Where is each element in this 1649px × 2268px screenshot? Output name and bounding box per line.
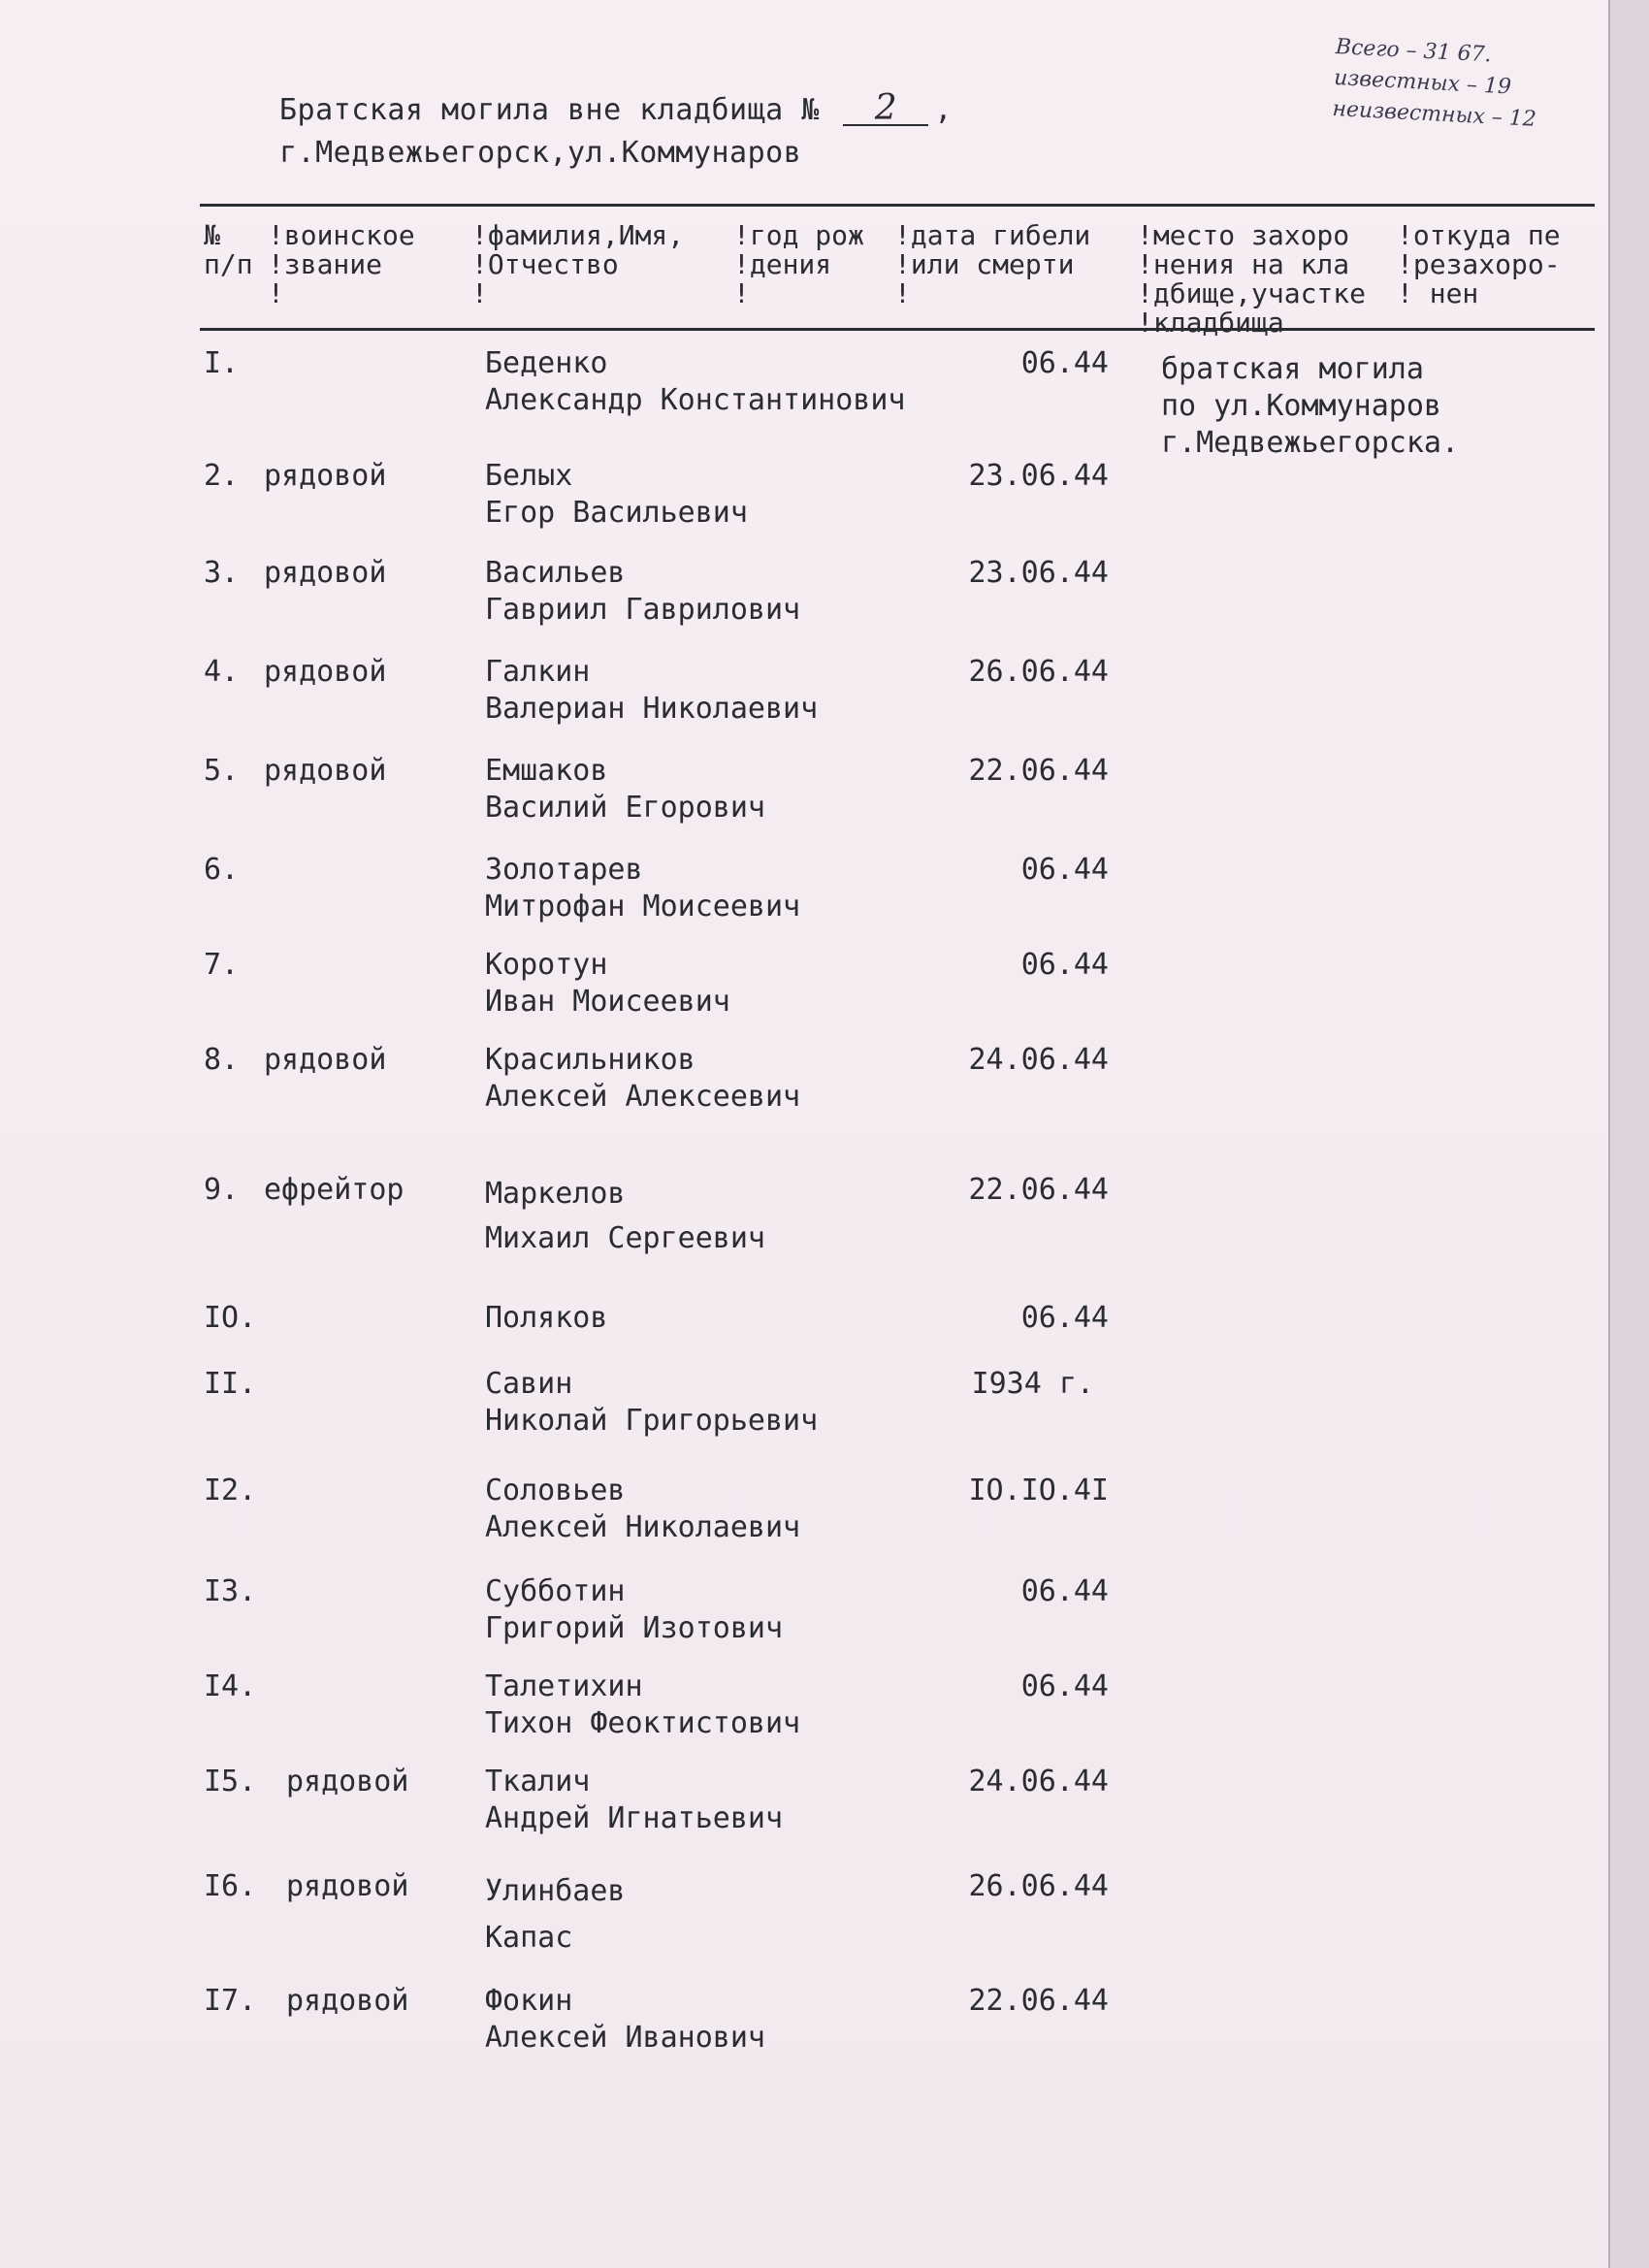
row-given-names: Григорий Изотович — [485, 1611, 784, 1645]
row-number: I2. — [204, 1474, 257, 1507]
title-address: г.Медвежьегорск,ул.Коммунаров — [279, 136, 802, 170]
table-row — [0, 1300, 1591, 1335]
table-row — [0, 1172, 1591, 1255]
table-row — [0, 1366, 1591, 1438]
header-number: № п/п — [204, 219, 253, 280]
document-title — [279, 89, 953, 175]
table-row — [0, 1042, 1591, 1114]
row-given-names: Иван Моисеевич — [485, 985, 730, 1019]
row-death-date: 06.44 — [1020, 948, 1109, 982]
table-row — [0, 1764, 1591, 1835]
row-number: IO. — [204, 1301, 257, 1335]
row-given-names: Алексей Алексеевич — [485, 1080, 801, 1114]
row-name — [485, 1669, 800, 1742]
row-rank: ефрейтор — [264, 1173, 404, 1207]
table-row — [0, 1473, 1591, 1544]
burial-place-text — [1161, 351, 1459, 462]
table-row — [0, 947, 1591, 1019]
row-number: 6. — [204, 853, 240, 887]
row-given-names: Валериан Николаевич — [485, 692, 819, 726]
row-name — [485, 1983, 765, 2057]
row-death-date: 22.06.44 — [968, 1173, 1109, 1207]
grave-number: 2 — [843, 93, 928, 126]
row-rank: рядовой — [264, 1043, 387, 1077]
row-name — [485, 654, 818, 728]
row-death-date: 22.06.44 — [968, 754, 1109, 788]
row-death-date: 26.06.44 — [968, 655, 1109, 689]
row-surname: Поляков — [485, 1301, 608, 1335]
row-name — [485, 852, 800, 925]
row-death-date: IO.IO.4I — [968, 1474, 1109, 1507]
row-death-date: 06.44 — [1020, 1301, 1109, 1335]
row-death-date: 26.06.44 — [968, 1869, 1109, 1903]
burial-place-line2: по ул.Коммунаров — [1161, 389, 1441, 423]
row-given-names: Николай Григорьевич — [485, 1404, 819, 1438]
row-name — [485, 1764, 783, 1837]
row-number: 3. — [204, 556, 240, 590]
row-name — [485, 1868, 626, 1961]
table-row — [0, 852, 1591, 923]
row-number: 5. — [204, 754, 240, 788]
row-name — [485, 1573, 783, 1647]
row-number: I6. — [204, 1869, 257, 1903]
row-surname: Васильев — [485, 556, 626, 590]
row-number: 8. — [204, 1043, 240, 1077]
row-given-names: Михаил Сергеевич — [485, 1221, 765, 1255]
title-prefix: Братская могила вне кладбища № — [279, 93, 820, 127]
row-surname: Емшаков — [485, 754, 608, 788]
header-burial-place: !место захоро !нения на кла !дбище,участке !кладбища — [1137, 219, 1367, 339]
row-number: I7. — [204, 1984, 257, 2018]
row-death-date: 24.06.44 — [968, 1043, 1109, 1077]
row-name — [485, 1366, 818, 1440]
burial-place-line1: братская могила — [1161, 352, 1424, 386]
row-surname: Беденко — [485, 346, 608, 380]
row-name — [485, 1300, 607, 1337]
row-name — [485, 1172, 765, 1261]
table-row — [0, 1983, 1591, 2055]
row-name — [485, 753, 765, 826]
header-birth-year: !год рож !дения ! — [733, 219, 864, 309]
row-death-date: 23.06.44 — [968, 459, 1109, 493]
row-surname: Соловьев — [485, 1474, 626, 1507]
row-surname: Золотарев — [485, 853, 643, 887]
row-death-date: 06.44 — [1020, 1669, 1109, 1703]
row-rank: рядовой — [264, 556, 387, 590]
row-death-date: 06.44 — [1020, 853, 1109, 887]
row-number: I5. — [204, 1765, 257, 1798]
note-line-total: Всего – 31 67. — [1335, 34, 1493, 68]
row-rank: рядовой — [286, 1869, 409, 1903]
row-surname: Субботин — [485, 1574, 626, 1608]
table-row — [0, 654, 1591, 726]
row-death-date: 24.06.44 — [968, 1765, 1109, 1798]
row-number: I4. — [204, 1669, 257, 1703]
row-name — [485, 555, 800, 629]
title-suffix: , — [934, 93, 953, 127]
note-line-known: известных – 19 — [1333, 65, 1512, 100]
header-full-name: !фамилия,Имя, !Отчество ! — [471, 219, 685, 309]
header-top-rule — [200, 204, 1595, 207]
row-surname: Белых — [485, 459, 573, 493]
table-row — [0, 1573, 1591, 1645]
row-given-names: Василий Егорович — [485, 791, 765, 825]
table-row — [0, 458, 1591, 530]
header-bottom-rule — [200, 328, 1595, 331]
row-surname: Маркелов — [485, 1177, 626, 1211]
row-given-names: Егор Васильевич — [485, 496, 748, 530]
row-given-names: Гавриил Гаврилович — [485, 593, 801, 627]
row-rank: рядовой — [264, 754, 387, 788]
row-name — [485, 1042, 800, 1116]
table-row — [0, 555, 1591, 627]
row-death-date: I934 г. — [971, 1367, 1094, 1401]
handwritten-note — [1332, 32, 1599, 139]
row-name — [485, 458, 748, 532]
row-surname: Савин — [485, 1367, 573, 1401]
header-rank: !воинское !звание ! — [268, 219, 415, 309]
table-row — [0, 1868, 1591, 1955]
row-given-names: Алексей Николаевич — [485, 1510, 801, 1544]
row-surname: Талетихин — [485, 1669, 643, 1703]
table-row — [0, 1669, 1591, 1740]
row-number: 7. — [204, 948, 240, 982]
row-name — [485, 345, 905, 419]
row-given-names: Александр Константинович — [485, 383, 906, 417]
row-name — [485, 947, 730, 1021]
burial-place-line3: г.Медвежьегорска. — [1161, 426, 1460, 460]
row-name — [485, 1473, 800, 1546]
row-given-names: Андрей Игнатьевич — [485, 1801, 784, 1835]
row-number: 9. — [204, 1173, 240, 1207]
note-line-unknown: неизвестных – 12 — [1331, 96, 1537, 132]
row-death-date: 22.06.44 — [968, 1984, 1109, 2018]
row-surname: Галкин — [485, 655, 591, 689]
row-given-names: Митрофан Моисеевич — [485, 890, 801, 923]
row-surname: Ткалич — [485, 1765, 591, 1798]
row-number: I3. — [204, 1574, 257, 1608]
row-surname: Фокин — [485, 1984, 573, 2018]
table-row — [0, 753, 1591, 825]
row-surname: Коротун — [485, 948, 608, 982]
row-surname: Красильников — [485, 1043, 695, 1077]
scanner-background-edge — [1608, 0, 1649, 2268]
header-reburied-from: !откуда пе !резахоро- ! нен — [1397, 219, 1561, 309]
row-given-names: Алексей Иванович — [485, 2021, 765, 2055]
row-rank: рядовой — [264, 655, 387, 689]
row-death-date: 06.44 — [1020, 1574, 1109, 1608]
row-surname: Улинбаев — [485, 1874, 626, 1908]
row-rank: рядовой — [264, 459, 387, 493]
row-number: I. — [204, 346, 240, 380]
row-number: 2. — [204, 459, 240, 493]
row-death-date: 06.44 — [1020, 346, 1109, 380]
row-number: II. — [204, 1367, 257, 1401]
row-number: 4. — [204, 655, 240, 689]
header-death-date: !дата гибели !или смерти ! — [894, 219, 1091, 309]
row-given-names: Тихон Феоктистович — [485, 1706, 801, 1740]
row-death-date: 23.06.44 — [968, 556, 1109, 590]
row-rank: рядовой — [286, 1984, 409, 2018]
row-rank: рядовой — [286, 1765, 409, 1798]
row-given-names: Капас — [485, 1921, 573, 1955]
